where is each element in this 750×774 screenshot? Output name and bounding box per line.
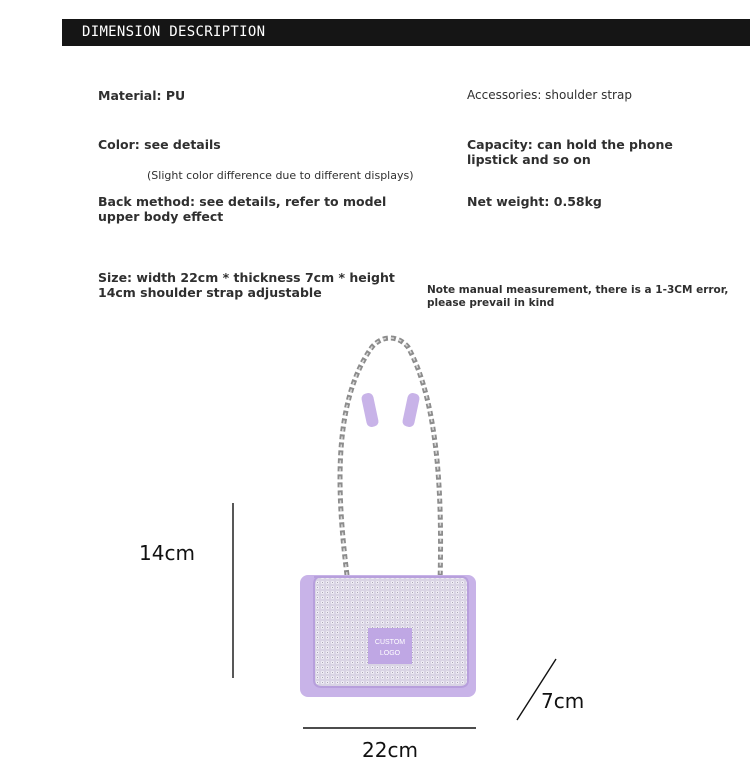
spec-net-weight: Net weight: 0.58kg [467, 194, 602, 209]
spec-back-line2: upper body effect [98, 209, 224, 224]
spec-back-line1: Back method: see details, refer to model [98, 194, 387, 209]
product-image [290, 335, 490, 705]
strap-tab-right [402, 392, 421, 428]
height-label: 14cm [139, 541, 195, 565]
spec-size [98, 270, 395, 300]
spec-capacity-line1: Capacity: can hold the phone [467, 137, 673, 152]
bag-illustration [290, 335, 490, 705]
spec-note-line2: please prevail in kind [427, 297, 555, 309]
spec-capacity [467, 137, 673, 167]
width-measure-line [300, 724, 480, 732]
header-bar [62, 19, 750, 46]
logo-text-line1: CUSTOM [374, 639, 406, 646]
height-measure-line [228, 500, 238, 682]
width-label: 22cm [362, 738, 418, 762]
logo-patch [368, 628, 412, 664]
spec-size-line1: Size: width 22cm * thickness 7cm * height [98, 270, 395, 285]
thickness-label: 7cm [541, 689, 585, 713]
spec-color-note: (Slight color difference due to different displays) [147, 169, 414, 182]
spec-accessories: Accessories: shoulder strap [467, 88, 632, 102]
spec-size-line2: 14cm shoulder strap adjustable [98, 285, 322, 300]
spec-material: Material: PU [98, 88, 186, 103]
spec-note [427, 284, 728, 310]
chain-strap [340, 338, 441, 583]
header-title: DIMENSION DESCRIPTION [82, 24, 266, 40]
strap-tab-left [361, 392, 380, 428]
spec-capacity-line2: lipstick and so on [467, 152, 591, 167]
spec-back-method [98, 194, 386, 224]
spec-color: Color: see details [98, 137, 221, 152]
logo-text-line2: LOGO [379, 650, 401, 657]
spec-note-line1: Note manual measurement, there is a 1-3CM error, [427, 284, 729, 296]
